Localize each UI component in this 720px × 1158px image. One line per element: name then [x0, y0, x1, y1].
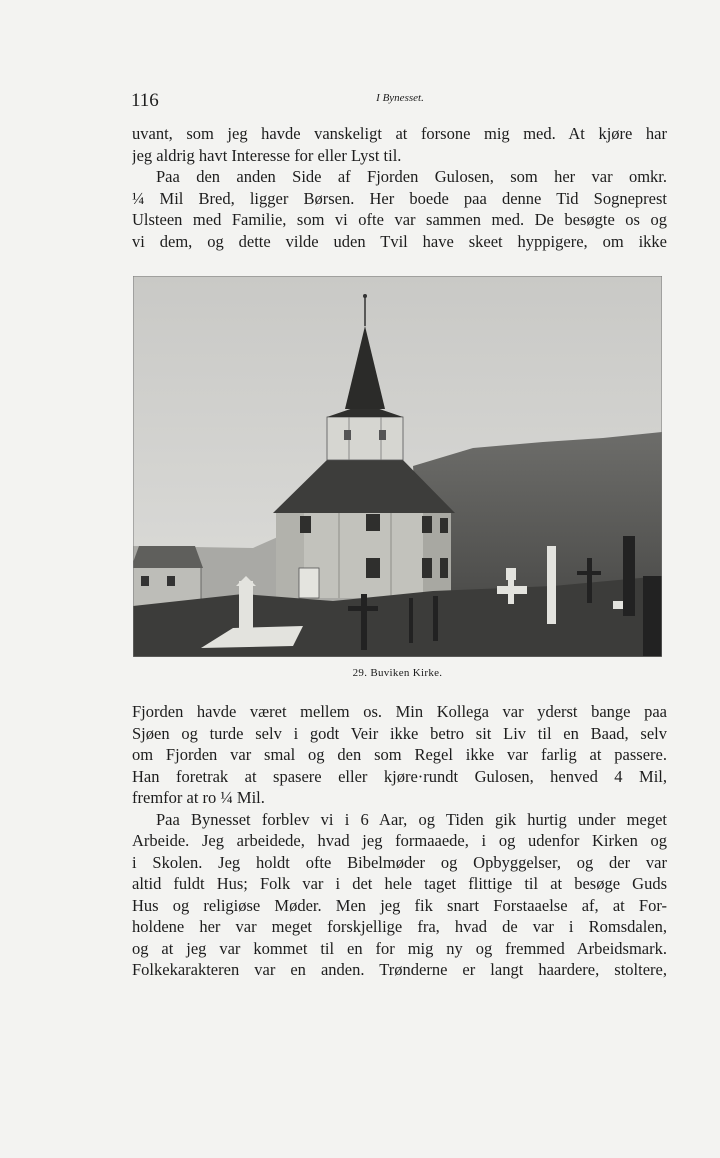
text-line: Hus og religiøse Møder. Men jeg fik snart Forstaaelse af, at For-: [132, 895, 667, 915]
text-line: uvant, som jeg havde vanskeligt at forsone mig med. At kjøre har: [132, 124, 667, 143]
church-photograph: [133, 276, 662, 657]
text-line: ¼ Mil Bred, ligger Børsen. Her boede paa denne Tid Sogneprest: [132, 188, 667, 208]
text-line: Sjøen og turde selv i godt Veir ikke betro sit Liv til en Baad, selv: [132, 723, 667, 743]
text-line: jeg aldrig havt Interesse for eller Lyst til.: [132, 145, 402, 165]
figure-caption: 29. Buviken Kirke.: [352, 667, 443, 679]
text-line: Paa Bynesset forblev vi i 6 Aar, og Tiden gik hurtig under meget: [156, 809, 667, 829]
text-line: Fjorden havde været mellem os. Min Kollega var yderst bange paa: [132, 702, 667, 721]
text-block-bottom: [132, 701, 667, 981]
text-line: Paa den anden Side af Fjorden Gulosen, som her var omkr.: [156, 167, 667, 186]
text-line: holdene her var meget forskjellige fra, hvad de var i Romsdalen,: [132, 917, 667, 936]
text-line: Arbeide. Jeg arbeidede, hvad jeg formaaede, i og udenfor Kirken og: [132, 831, 667, 850]
text-line: altid fuldt Hus; Folk var i det hele taget flittige til at besøge Guds: [132, 874, 667, 893]
text-line: Folkekarakteren var en anden. Trønderne er langt haardere, stoltere,: [132, 960, 667, 979]
paragraph: [132, 809, 667, 981]
page-number: 116: [131, 90, 159, 111]
paragraph: [132, 166, 667, 252]
text-line: i Skolen. Jeg holdt ofte Bibelmøder og Opbyggelser, og der var: [132, 852, 667, 872]
text-block-top: [132, 123, 667, 252]
paragraph: [132, 123, 667, 166]
running-title: I Bynesset.: [376, 92, 424, 104]
text-line: fremfor at ro ¼ Mil.: [132, 788, 265, 807]
text-line: vi dem, og dette vilde uden Tvil have skeet hyppigere, om ikke: [132, 231, 667, 251]
text-line: Ulsteen med Familie, som vi ofte var sammen med. De besøgte os og: [132, 210, 667, 229]
text-line: om Fjorden var smal og den som Regel ikke var farlig at passere.: [132, 745, 667, 764]
text-line: Han foretrak at spasere eller kjøre·rundt Gulosen, henved 4 Mil,: [132, 766, 667, 786]
paragraph: [132, 701, 667, 809]
farmhouse: [133, 546, 203, 608]
text-line: og at jeg var kommet til en for mig ny og fremmed Arbeidsmark.: [132, 938, 667, 958]
